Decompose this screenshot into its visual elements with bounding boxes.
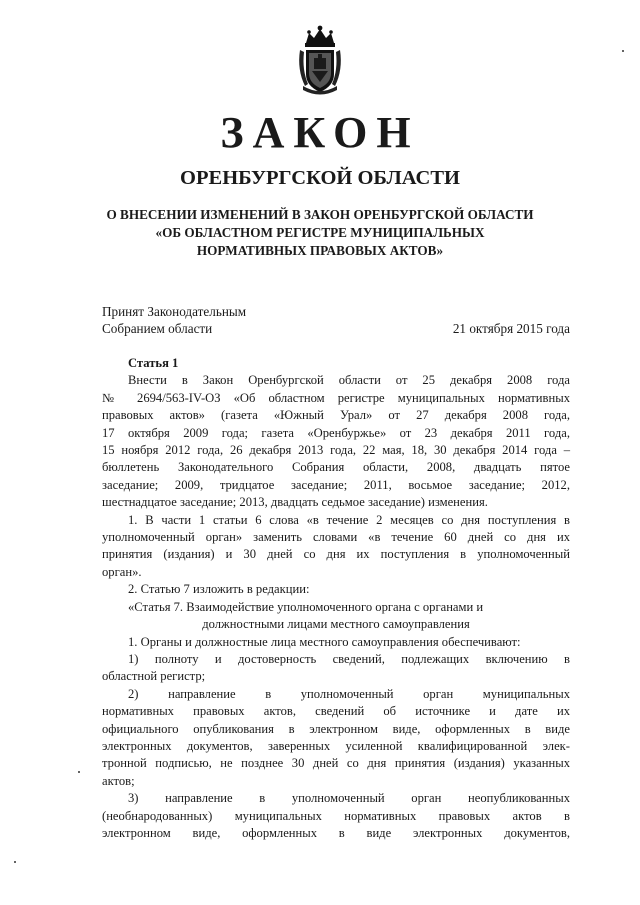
subitem-3-line: 3) направление в уполномоченный орган неопубликованных	[128, 791, 570, 806]
subitem-1-line: областной регистр;	[102, 669, 206, 684]
region-heading: ОРЕНБУРГСКОЙ ОБЛАСТИ	[180, 167, 460, 189]
scan-speck	[622, 50, 624, 52]
subitem-2-line: электронных документов, заверенных усиленной квалифицированной элек-	[102, 738, 570, 753]
article-7-title-line: «Статья 7. Взаимодействие уполномоченного органа с органами и	[128, 599, 484, 614]
adopted-by-line: Принят Законодательным	[102, 304, 247, 319]
subitem-2-line: официального опубликования в электронном виде, оформленных в виде	[102, 721, 570, 736]
adoption-date: 21 октября 2015 года	[452, 321, 570, 336]
subitem-3-line: (необнародованных) муниципальных нормативных правовых актов в	[102, 808, 570, 823]
law-title-line: «ОБ ОБЛАСТНОМ РЕГИСТРЕ МУНИЦИПАЛЬНЫХ	[155, 225, 485, 240]
item-1-line: уполномоченный орган» заменить словами «в течение 60 дней со дня их	[102, 530, 570, 545]
item-1-line: 1. В части 1 статьи 6 слова «в течение 2 месяцев со дня поступления в	[128, 512, 570, 527]
item-2-line: 2. Статью 7 изложить в редакции:	[128, 582, 310, 597]
item-1-line: принятия (издания) и 30 дней со дня их поступления в уполномоченный	[102, 547, 570, 562]
subitem-1-line: 1) полноту и достоверность сведений, подлежащих включению в	[128, 651, 570, 666]
article-heading: Статья 1	[128, 356, 179, 370]
subitem-2-line: нормативных правовых актов, сведений об источнике и дате их	[102, 704, 570, 719]
item-1-line: орган».	[102, 564, 142, 579]
law-title-line: О ВНЕСЕНИИ ИЗМЕНЕНИЙ В ЗАКОН ОРЕНБУРГСКОЙ ОБЛАСТИ	[106, 207, 534, 222]
article-intro-line: № 2694/563-IV-ОЗ «Об областном регистре муниципальных нормативных	[102, 390, 570, 405]
subitem-2-line: тронной подписью, не позднее 30 дней со дня принятия (издания) указанных	[102, 756, 570, 771]
scan-speck	[78, 771, 80, 773]
law-heading: ЗАКОН	[220, 108, 420, 157]
article-intro-line: Внести в Закон Оренбургской области от 25 декабря 2008 года	[128, 373, 570, 388]
subitem-2-line: актов;	[102, 773, 135, 788]
scan-speck	[14, 861, 16, 863]
article-7-part-1: 1. Органы и должностные лица местного самоуправления обеспечивают:	[128, 634, 521, 649]
law-title-line: НОРМАТИВНЫХ ПРАВОВЫХ АКТОВ»	[196, 243, 444, 258]
subitem-3-line: электронном виде, оформленных в виде электронных документов,	[102, 825, 570, 840]
article-body	[102, 355, 570, 842]
article-intro-line: 15 ноября 2012 года, 26 декабря 2013 года, 22 мая, 18, 30 декабря 2014 года –	[102, 443, 570, 458]
adoption-block	[102, 303, 570, 337]
adopted-by-line: Собранием области	[102, 321, 213, 336]
coat-of-arms-emblem	[297, 24, 343, 96]
article-intro-line: 17 октября 2009 года; газета «Оренбуржье» от 23 декабря 2011 года,	[102, 425, 570, 440]
law-title	[0, 206, 640, 260]
article-intro-line: правовых актов» (газета «Южный Урал» от 27 декабря 2008 года,	[102, 408, 570, 423]
subitem-2-line: 2) направление в уполномоченный орган муниципальных	[128, 686, 570, 701]
article-7-title-line: должностными лицами местного самоуправления	[202, 617, 470, 632]
article-intro-line: бюллетень Законодательного Собрания области, 2008, двадцать пятое	[102, 460, 570, 475]
article-intro-line: шестнадцатое заседание; 2013, двадцать седьмое заседание) изменения.	[102, 495, 488, 510]
article-intro-line: заседание; 2009, тридцатое заседание; 2011, восьмое заседание; 2012,	[102, 477, 570, 492]
